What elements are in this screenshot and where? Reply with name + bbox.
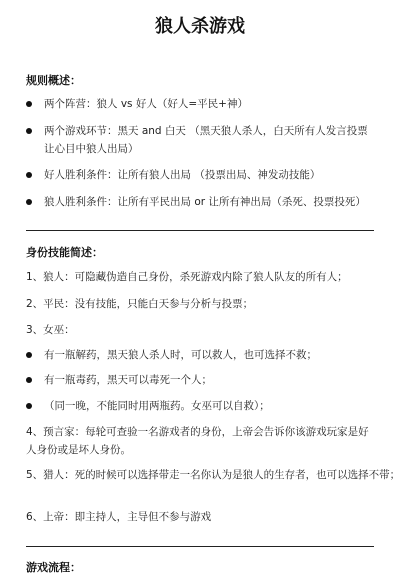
list-item xyxy=(26,166,376,184)
bullet-icon xyxy=(26,346,44,364)
list-item xyxy=(26,397,376,415)
flow-heading: 游戏流程： xyxy=(26,561,81,574)
role-civilian: 2、平民：没有技能，只能白天参与分析与投票； xyxy=(26,298,254,310)
rule-camps: 两个阵营：狼人 vs 好人（好人=平民+神） xyxy=(44,98,248,110)
list-item xyxy=(26,346,376,364)
bullet-icon xyxy=(26,95,44,113)
role-wolf: 1、狼人：可隐藏伪造自己身份，杀死游戏内除了狼人队友的所有人； xyxy=(26,271,348,283)
bullet-icon xyxy=(26,193,44,211)
witch-poison: 有一瓶毒药，黑天可以毒死一个人； xyxy=(44,374,212,386)
bullet-icon xyxy=(26,371,44,389)
bullet-icon xyxy=(26,397,44,415)
role-witch: 3、女巫： xyxy=(26,324,75,336)
divider xyxy=(26,230,374,231)
page-title: 狼人杀游戏 xyxy=(155,16,245,37)
list-item xyxy=(26,371,376,389)
roles-heading: 身份技能简述： xyxy=(26,246,103,259)
rules-heading: 规则概述： xyxy=(26,74,81,87)
list-item xyxy=(26,95,376,113)
list-item xyxy=(26,193,376,211)
witch-note: （同一晚，不能同时用两瓶药。女巫可以自救）； xyxy=(44,400,270,412)
rule-phases: 两个游戏环节：黑天 and 白天 （黑天狼人杀人，白天所有人发言投票让心目中狼人出局） xyxy=(44,125,368,155)
divider xyxy=(26,546,374,547)
bullet-icon xyxy=(26,166,44,184)
bullet-icon xyxy=(26,122,44,140)
role-seer: 4、预言家：每轮可查验一名游戏者的身份，上帝会告诉你该游戏玩家是好人身份或是坏人身份。 xyxy=(26,426,369,456)
witch-antidote: 有一瓶解药，黑天狼人杀人时，可以救人，也可选择不救； xyxy=(44,349,317,361)
role-god: 6、上帝：即主持人，主导但不参与游戏 xyxy=(26,511,212,523)
rule-wolf-win: 狼人胜利条件：让所有平民出局 or 让所有神出局（杀死、投票投死） xyxy=(44,196,366,208)
role-hunter: 5、猎人：死的时候可以选择带走一名你认为是狼人的生存者，也可以选择不带； xyxy=(26,469,400,481)
rule-good-win: 好人胜利条件：让所有狼人出局 （投票出局、神发动技能） xyxy=(44,169,321,181)
list-item xyxy=(26,122,376,158)
